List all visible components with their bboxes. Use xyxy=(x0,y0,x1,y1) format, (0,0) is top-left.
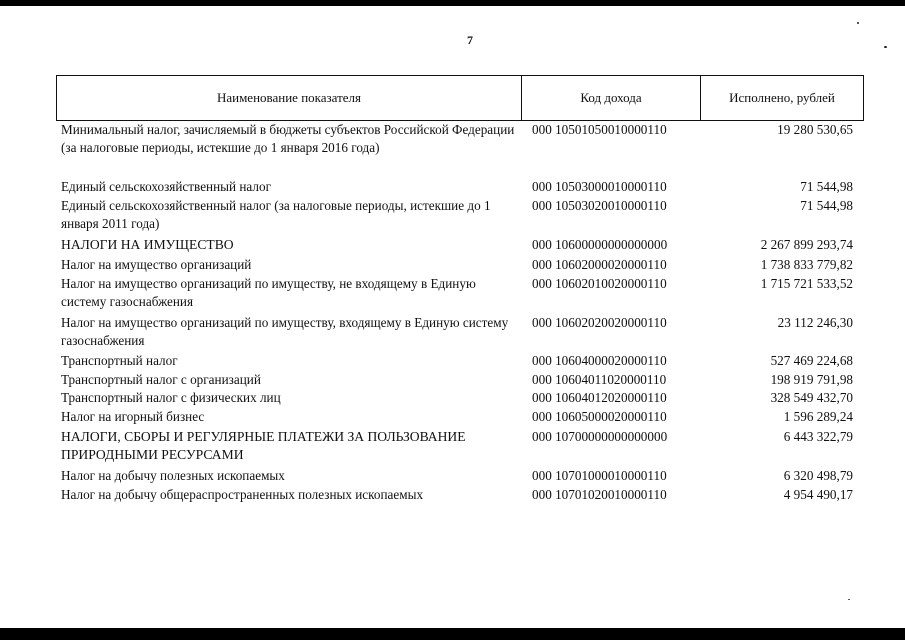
row-name: Транспортный налог с физических лиц xyxy=(61,390,281,405)
row-code: 000 10602020020000110 xyxy=(532,315,667,330)
row-code: 000 10605000020000110 xyxy=(532,409,667,424)
row-name: Налог на игорный бизнес xyxy=(61,409,205,424)
row-amount: 2 267 899 293,74 xyxy=(760,237,853,252)
row-code: 000 10503020010000110 xyxy=(532,198,667,213)
header-name: Наименование показателя xyxy=(57,76,522,120)
row-code: 000 10602000020000110 xyxy=(532,257,667,272)
row-code: 000 10501050010000110 xyxy=(532,122,667,137)
row-amount: 4 954 490,17 xyxy=(783,487,853,502)
row-code: 000 10600000000000000 xyxy=(532,237,668,252)
row-amount: 328 549 432,70 xyxy=(770,390,853,405)
row-name: Единый сельскохозяйственный налог xyxy=(61,179,271,194)
row-name: Единый сельскохозяйственный налог (за налоговые периоды, истекшие до 1 января 2011 года) xyxy=(61,198,491,231)
row-code: 000 10701020010000110 xyxy=(532,487,667,502)
row-name: Транспортный налог xyxy=(61,353,178,368)
row-code: 000 10701000010000110 xyxy=(532,468,667,483)
row-amount: 71 544,98 xyxy=(800,179,853,194)
row-amount: 6 443 322,79 xyxy=(783,429,853,444)
row-amount: 198 919 791,98 xyxy=(770,372,853,387)
row-amount: 6 320 498,79 xyxy=(783,468,853,483)
row-name: НАЛОГИ, СБОРЫ И РЕГУЛЯРНЫЕ ПЛАТЕЖИ ЗА ПОЛЬЗОВАНИЕ ПРИРОДНЫМИ РЕСУРСАМИ xyxy=(61,429,466,462)
row-name: Минимальный налог, зачисляемый в бюджеты субъектов Российской Федерации (за налоговые периоды, истекшие до 1 января 2016 года) xyxy=(61,122,515,155)
row-name: НАЛОГИ НА ИМУЩЕСТВО xyxy=(61,237,234,252)
row-name: Налог на имущество организаций xyxy=(61,257,252,272)
row-amount: 71 544,98 xyxy=(800,198,853,213)
row-code: 000 10700000000000000 xyxy=(532,429,668,444)
row-name: Транспортный налог с организаций xyxy=(61,372,261,387)
row-code: 000 10604011020000110 xyxy=(532,372,667,387)
row-name: Налог на имущество организаций по имуществу, входящему в Единую систему газоснабжения xyxy=(61,315,509,348)
header-amount: Исполнено, рублей xyxy=(729,90,835,105)
row-amount: 1 596 289,24 xyxy=(783,409,853,424)
row-amount: 19 280 530,65 xyxy=(777,122,853,137)
row-code: 000 10503000010000110 xyxy=(532,179,667,194)
row-name: Налог на добычу полезных ископаемых xyxy=(61,468,285,483)
row-amount: 23 112 246,30 xyxy=(777,315,853,330)
row-code: 000 10604012020000110 xyxy=(532,390,667,405)
header-code: Код дохода xyxy=(522,76,701,120)
row-code: 000 10602010020000110 xyxy=(532,276,667,291)
row-amount: 1 715 721 533,52 xyxy=(760,276,853,291)
row-amount: 527 469 224,68 xyxy=(770,353,853,368)
row-amount: 1 738 833 779,82 xyxy=(760,257,853,272)
page-number: 7 xyxy=(467,33,473,47)
row-name: Налог на имущество организаций по имуществу, не входящему в Единую систему газоснабжения xyxy=(61,276,476,309)
row-name: Налог на добычу общераспространенных полезных ископаемых xyxy=(61,487,424,502)
row-code: 000 10604000020000110 xyxy=(532,353,667,368)
